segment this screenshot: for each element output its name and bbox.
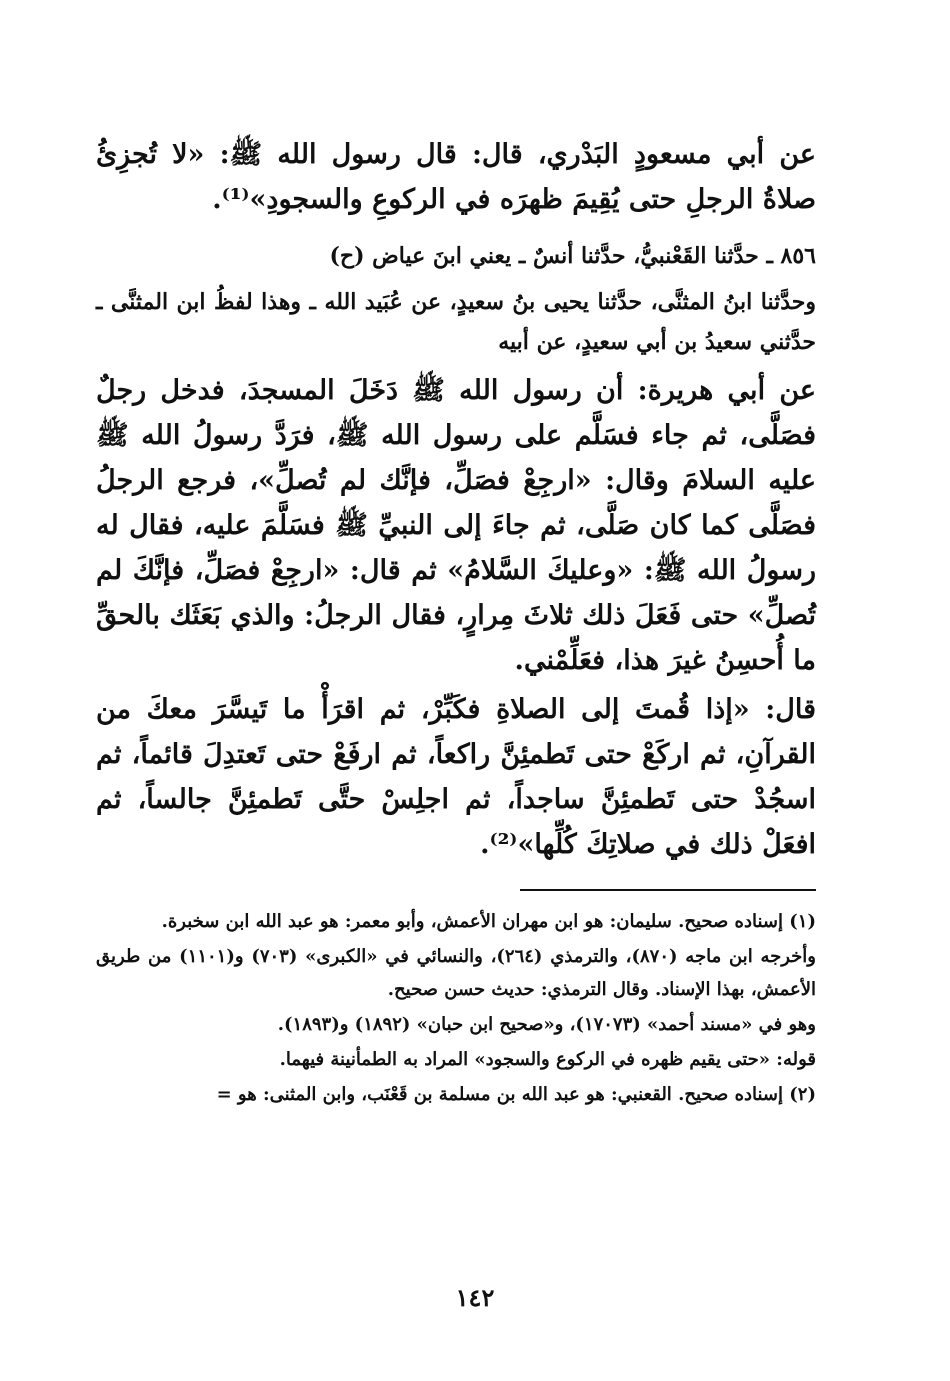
page-content bbox=[96, 132, 816, 1381]
hadith-856-instruction: قال: «إذا قُمتَ إلى الصلاةِ فكَبِّرْ، ثم اقرَأْ ما تَيسَّرَ معكَ من القرآنِ، ثم اركَعْ حتى تَطمئِنَّ راكعاً، ثم ارفَعْ حتى تَعتدِلَ قائماً، ثم اسجُدْ حتى تَطمئِنَّ ساجداً، ثم اجلِسْ حتَّى تَطمئِنَّ جالساً، ثم افعَلْ ذلك في صلاتِكَ كُلِّها»⁽²⁾. bbox=[96, 694, 816, 860]
footnotes bbox=[96, 905, 816, 1111]
footnote-1-line-3: وهو في «مسند أحمد» (١٧٠٧٣)، و«صحيح ابن حبان» (١٨٩٢) و(١٨٩٣). bbox=[277, 1014, 816, 1035]
paragraph-abu-masud: عن أبي مسعودٍ البَدْري، قال: قال رسول الله ﷺ: «لا تُجزِئُ صلاةُ الرجلِ حتى يُقِيمَ ظهرَه في الركوعِ والسجودِ»⁽¹⁾. bbox=[96, 139, 816, 215]
hadith-856-chain: وحدَّثنا ابنُ المثنَّى، حدَّثنا يحيى بنُ سعيدٍ، عن عُبَيد الله ـ وهذا لفظُ ابن المثنَّى ـ حدَّثني سعيدُ بن أبي سعيدٍ، عن أبيه bbox=[96, 289, 816, 355]
page-number: ١٤٢ bbox=[455, 1283, 495, 1312]
hadith-856-heading: ٨٥٦ ـ حدَّثنا القَعْنبيُّ، حدَّثنا أنسٌ ـ يعني ابنَ عياض (ح) bbox=[329, 243, 816, 269]
hadith-856-text: عن أبي هريرة: أن رسول الله ﷺ دَخَلَ المسجدَ، فدخل رجلٌ فصَلَّى، ثم جاء فسَلَّم على رسول الله ﷺ، فرَدَّ رسولُ الله ﷺ عليه السلامَ وقال: «ارجِعْ فصَلِّ، فإنَّك لم تُصلِّ»، فرجع الرجلُ فصَلَّى كما كان صَلَّى، ثم جاءَ إلى النبيِّ ﷺ فسَلَّمَ عليه، فقال له رسولُ الله ﷺ: «وعليكَ السَّلامُ» ثم قال: «ارجِعْ فصَلِّ، فإنَّكَ لم تُصلِّ» حتى فَعَلَ ذلك ثلاثَ مِرارٍ، فقال الرجلُ: والذي بَعَثَك بالحقِّ ما أُحسِنُ غيرَ هذا، فعَلِّمْني. bbox=[96, 375, 816, 676]
footnote-1-line-1: (١) إسناده صحيح. سليمان: هو ابن مهران الأعمش، وأبو معمر: هو عبد الله ابن سخبرة. bbox=[161, 911, 816, 932]
footnote-1-line-2: وأخرجه ابن ماجه (٨٧٠)، والترمذي (٢٦٤)، والنسائي في «الكبرى» (٧٠٣) و(١١٠١) من طريق الأعمش، بهذا الإسناد. وقال الترمذي: حديث حسن صحيح. bbox=[96, 946, 816, 1000]
footnote-divider bbox=[520, 889, 816, 891]
footnote-1-line-4: قوله: «حتى يقيم ظهره في الركوع والسجود» المراد به الطمأنينة فيهما. bbox=[279, 1049, 816, 1070]
footnote-2-line-1: (٢) إسناده صحيح. القعنبي: هو عبد الله بن مسلمة بن قَعْنَب، وابن المثنى: هو = bbox=[216, 1084, 816, 1105]
